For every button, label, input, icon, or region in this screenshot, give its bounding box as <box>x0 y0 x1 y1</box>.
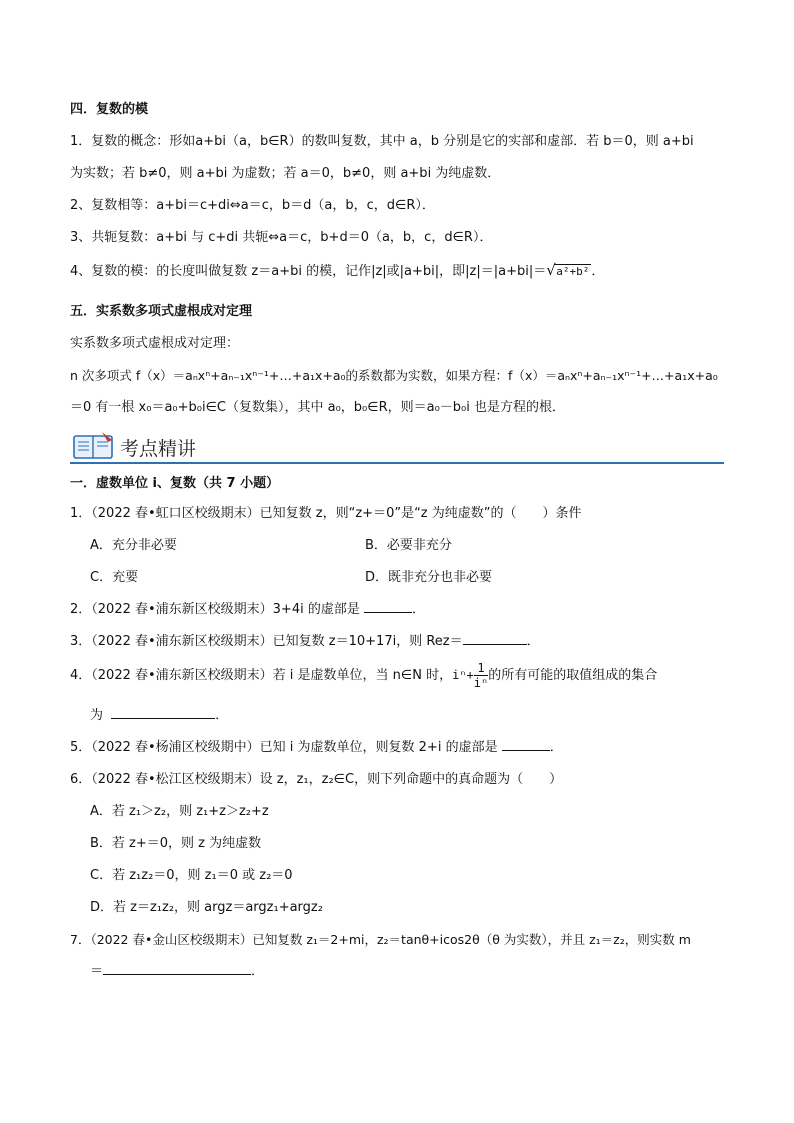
question-3: 3．（2022 春•浦东新区校级期末）已知复数 z＝10+17i，则 Rez＝ ． <box>70 634 540 649</box>
question-1: 1．（2022 春•虹口区校级期末）已知复数 z，则“z+＝0”是“z 为纯虚数”的（ ）条件 <box>70 506 582 521</box>
q6-option-d: D．若 z＝z₁z₂，则 argz＝argz₁+argz₂ <box>90 900 323 915</box>
section4-title: 四．复数的模 <box>70 102 149 117</box>
q1-option-a: A．充分非必要 <box>90 538 177 553</box>
section5-intro: 实系数多项式虚根成对定理： <box>70 336 240 351</box>
answer-blank[interactable] <box>463 632 527 645</box>
q6-option-a: A．若 z₁＞z₂，则 z₁+z＞z₂+z <box>90 804 269 819</box>
section4-item1-line1: 1．复数的概念：形如a+bi（a，b∈R）的数叫复数，其中 a，b 分别是它的实部和虚部．若 b＝0，则 a+bi <box>70 134 694 149</box>
fraction: $\frac{1}{\text{iⁿ}}$ <box>473 661 489 690</box>
section4-item3: 3、共轭复数：a+bi 与 c+di 共轭⇔a＝c，b+d＝0（a，b，c，d∈R）． <box>70 230 493 245</box>
section5-title: 五．实系数多项式虚根成对定理 <box>70 304 253 319</box>
section-banner <box>70 430 724 464</box>
question-2: 2．（2022 春•浦东新区校级期末）3+4i 的虚部是 ． <box>70 602 425 617</box>
q6-option-c: C．若 z₁z₂＝0，则 z₁＝0 或 z₂＝0 <box>90 868 293 883</box>
banner-title: 考点精讲 <box>120 438 197 460</box>
question-7-cont: ＝ ． <box>90 964 265 979</box>
part1-title: 一．虚数单位 i、复数（共 7 小题） <box>70 476 280 491</box>
q1-option-d: D．既非充分也非必要 <box>365 570 493 585</box>
answer-blank[interactable] <box>111 706 215 719</box>
question-4: 4．（2022 春•浦东新区校级期末）若 i 是虚数单位，当 n∈N 时，iⁿ+ $\frac{1}{\text{iⁿ}}$ 的所有可能的取值组成的集合 <box>70 661 658 690</box>
question-7: 7．（2022 春•金山区校级期末）已知复数 z₁＝2+mi，z₂＝tanθ+icos2θ（θ 为实数），并且 z₁＝z₂，则实数 m <box>70 932 691 947</box>
sqrt-expression: √ a²+b² <box>546 261 590 279</box>
book-icon <box>72 430 116 462</box>
question-4-cont: 为 ． <box>90 708 229 723</box>
q6-option-b: B．若 z+＝0，则 z 为纯虚数 <box>90 836 262 851</box>
q1-option-c: C．充要 <box>90 570 139 585</box>
banner-divider <box>70 462 724 464</box>
section4-item4: 4、复数的模：的长度叫做复数 z＝a+bi 的模，记作|z|或|a+bi|，即|z|＝|a+bi|＝ √ a²+b² ． <box>70 262 604 282</box>
question-5: 5．（2022 春•杨浦区校级期中）已知 i 为虚数单位，则复数 2+i 的虚部是 ． <box>70 740 563 755</box>
q1-option-b: B．必要非充分 <box>365 538 452 553</box>
section4-item1-line2: 为实数；若 b≠0，则 a+bi 为虚数；若 a＝0，b≠0，则 a+bi 为纯虚数． <box>70 166 501 181</box>
question-6: 6．（2022 春•松江区校级期末）设 z，z₁，z₂∈C，则下列命题中的真命题为（ ） <box>70 772 563 787</box>
section5-line2: ＝0 有一根 x₀＝a₀+b₀i∈C（复数集），其中 a₀，b₀∈R，则＝a₀－b₀i 也是方程的根． <box>70 400 566 415</box>
answer-blank[interactable] <box>103 962 251 975</box>
answer-blank[interactable] <box>502 738 550 751</box>
section4-item2: 2、复数相等：a+bi＝c+di⇔a＝c，b＝d（a，b，c，d∈R）． <box>70 198 435 213</box>
answer-blank[interactable] <box>364 600 412 613</box>
section5-line1: n 次多项式 f（x）＝aₙxⁿ+aₙ₋₁xⁿ⁻¹+…+a₁x+a₀的系数都为实数，如果方程：f（x）＝aₙxⁿ+aₙ₋₁xⁿ⁻¹+…+a₁x+a₀ <box>70 368 718 383</box>
